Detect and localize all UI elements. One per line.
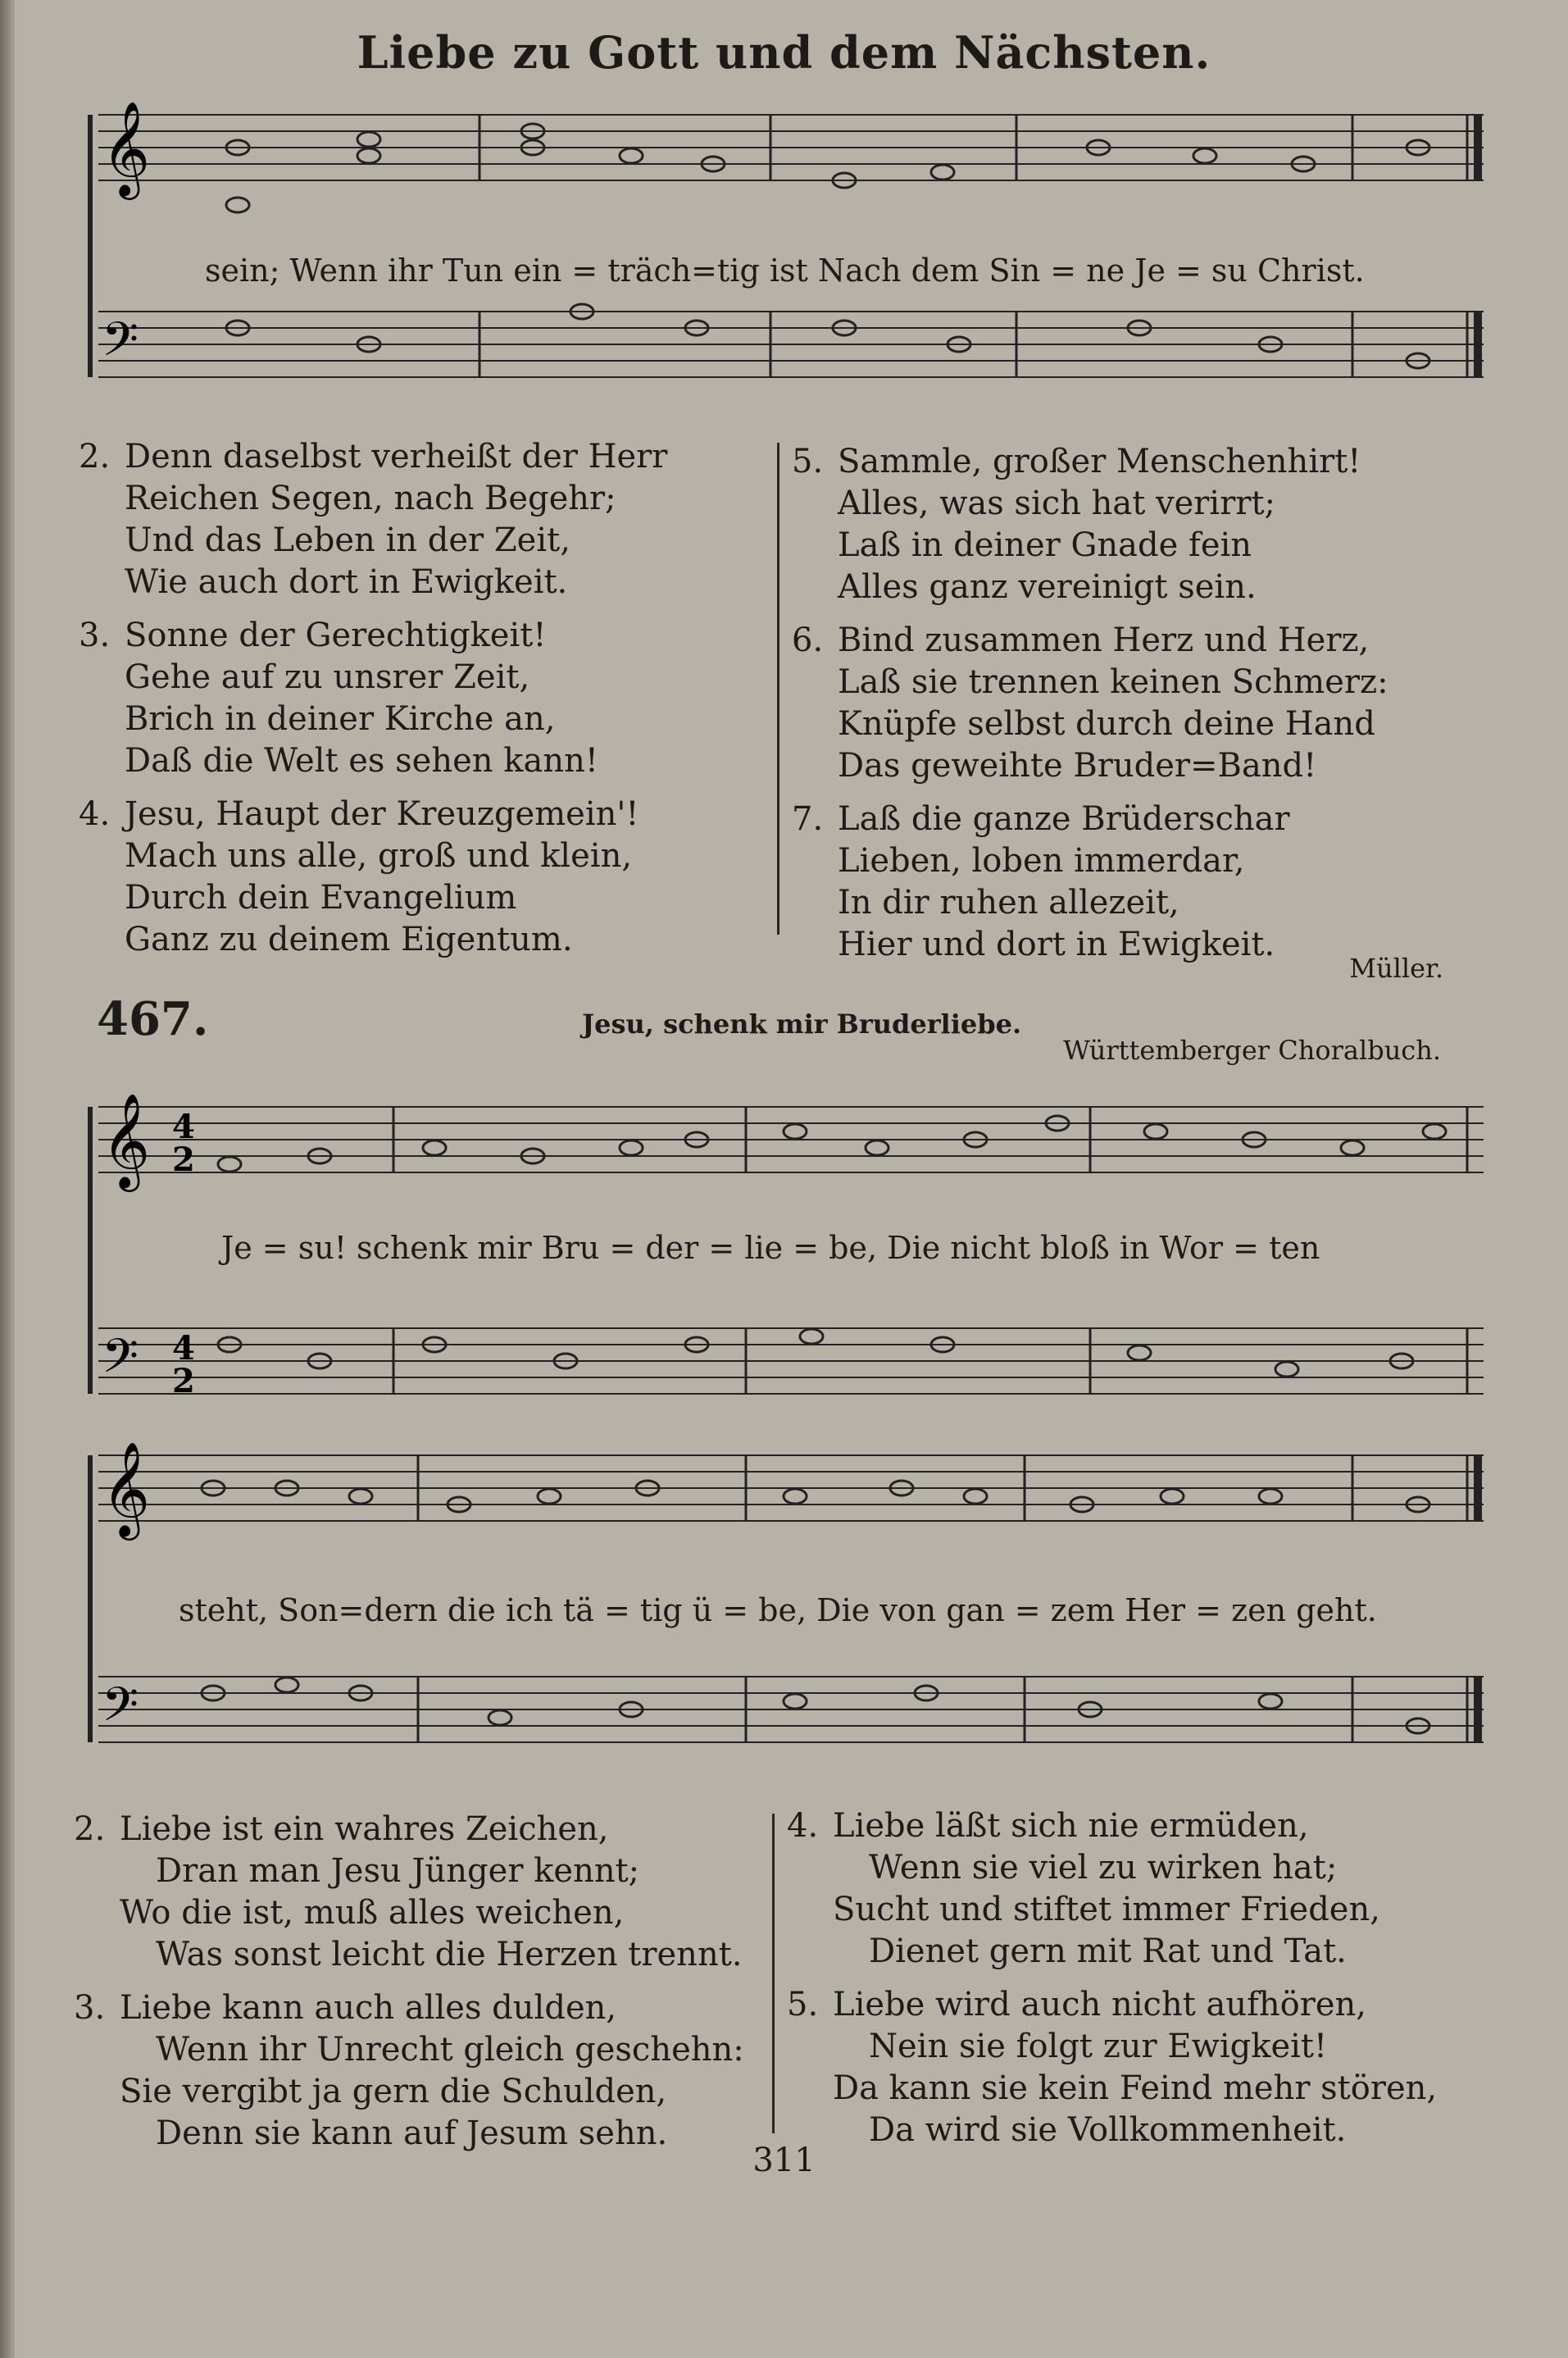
verse-line: Denn daselbst verheißt der Herr — [125, 438, 668, 476]
verse-line: Jesu, Haupt der Kreuzgemein'! — [125, 795, 639, 833]
verse-number: 3. — [79, 617, 111, 654]
verse-line: Wo die ist, muß alles weichen, — [120, 1894, 625, 1932]
hymn1-verse-3 — [79, 615, 767, 782]
verse-line: Hier und dort in Ewigkeit. — [838, 926, 1275, 963]
verse-line: Liebe ist ein wahres Zeichen, — [120, 1810, 609, 1848]
hymn1-verse-5 — [792, 441, 1480, 608]
verse-line: Liebe läßt sich nie ermüden, — [833, 1807, 1309, 1845]
verse-line: Laß in deiner Gnade fein — [838, 526, 1252, 564]
time-sig-bottom: 2 — [172, 1140, 195, 1179]
choral-source: Württemberger Choralbuch. — [1063, 1035, 1441, 1066]
verse-line: Alles ganz vereinigt sein. — [838, 568, 1257, 606]
verse-line: Bind zusammen Herz und Herz, — [838, 621, 1370, 659]
hymn1-treble-staff — [98, 115, 1484, 180]
verse-number: 2. — [74, 1810, 106, 1848]
hymn1-verses-left — [79, 436, 767, 972]
verse-line: Und das Leben in der Zeit, — [125, 521, 570, 559]
hymn-number: 467. — [97, 992, 209, 1046]
hymn2-verses-left — [74, 1809, 779, 2166]
hymn-subtitle: Jesu, schenk mir Bruderliebe. — [582, 1008, 1022, 1040]
time-sig-top: 4 — [172, 1108, 195, 1146]
hymn1-final-barline — [1467, 115, 1482, 377]
hymn2-column-divider — [772, 1814, 775, 2133]
verse-line: Wenn ihr Unrecht gleich geschehn: — [156, 2031, 744, 2069]
verse-line: Liebe wird auch nicht aufhören, — [833, 1986, 1367, 2023]
verse-number: 6. — [792, 621, 824, 659]
hymn1-verse-4 — [79, 794, 767, 961]
time-sig-bottom-bass: 2 — [172, 1362, 195, 1400]
verse-line: Brich in deiner Kirche an, — [125, 700, 556, 738]
verse-line: Sie vergibt ja gern die Schulden, — [120, 2073, 667, 2110]
hymn1-verses-right — [792, 441, 1480, 977]
verse-line: Liebe kann auch alles dulden, — [120, 1989, 617, 2027]
verse-line: Durch dein Evangelium — [125, 879, 517, 917]
verse-line: Mach uns alle, groß und klein, — [125, 837, 633, 875]
verse-line: Dran man Jesu Jünger kennt; — [156, 1852, 640, 1890]
hymn1-verse-7 — [792, 799, 1480, 966]
verse-number: 5. — [787, 1986, 819, 2023]
verse-number: 4. — [787, 1807, 819, 1845]
hymn1-author: Müller. — [1349, 953, 1443, 984]
verse-line: Alles, was sich hat verirrt; — [838, 485, 1276, 522]
treble-clef-icon: 𝄞 — [102, 1092, 151, 1188]
hymn2-s1-treble-staff — [98, 1107, 1484, 1172]
hymn1-barlines — [479, 115, 1352, 377]
hymn1-lyric-line: sein; Wenn ihr Tun ein = träch=tig ist Nach dem Sin = ne Je = su Christ. — [205, 253, 1365, 289]
verse-line: Knüpfe selbst durch deine Hand — [838, 705, 1375, 743]
verse-line: Laß sie trennen keinen Schmerz: — [838, 663, 1388, 701]
verse-line: Da wird sie Vollkommenheit. — [869, 2111, 1347, 2149]
verse-line: Da kann sie kein Feind mehr stören, — [833, 2069, 1438, 2107]
verse-line: Lieben, loben immerdar, — [838, 842, 1245, 880]
verse-number: 2. — [79, 438, 111, 476]
hymn2-s2-bass-staff — [98, 1677, 1484, 1742]
bass-clef-icon: 𝄢 — [102, 312, 139, 379]
hymn2-verses-right — [787, 1805, 1492, 2163]
hymn2-verse-5 — [787, 1984, 1492, 2151]
hymn2-verse-4 — [787, 1805, 1492, 1973]
verse-line: Denn sie kann auf Jesum sehn. — [156, 2114, 668, 2152]
verse-line: Was sonst leicht die Herzen trennt. — [156, 1936, 743, 1973]
verse-line: Sammle, großer Menschenhirt! — [838, 443, 1361, 480]
hymn1-verse-2 — [79, 436, 767, 603]
hymn1-bass-staff — [98, 312, 1484, 377]
verse-line: Reichen Segen, nach Begehr; — [125, 480, 616, 517]
bass-clef-icon: 𝄢 — [102, 1677, 139, 1744]
hymn1-column-divider — [777, 443, 779, 935]
hymn2-verse-3 — [74, 1987, 779, 2155]
verse-number: 3. — [74, 1989, 106, 2027]
verse-line: Laß die ganze Brüderschar — [838, 800, 1290, 838]
verse-line: Wenn sie viel zu wirken hat; — [869, 1849, 1338, 1887]
verse-number: 7. — [792, 800, 824, 838]
bass-clef-icon: 𝄢 — [102, 1328, 139, 1395]
hymn1-verse-6 — [792, 620, 1480, 787]
verse-line: Gehe auf zu unsrer Zeit, — [125, 658, 530, 696]
hymn2-lyric-line-1: Je = su! schenk mir Bru = der = lie = be, Die nicht bloß in Wor = ten — [221, 1230, 1320, 1266]
verse-number: 4. — [79, 795, 111, 833]
hymn2-lyric-line-2: steht, Son=dern die ich tä = tig ü = be, Die von gan = zem Her = zen geht. — [179, 1592, 1377, 1628]
verse-line: Wie auch dort in Ewigkeit. — [125, 563, 568, 601]
verse-line: Sonne der Gerechtigkeit! — [125, 617, 547, 654]
treble-clef-icon: 𝄞 — [102, 100, 151, 196]
verse-line: Dienet gern mit Rat und Tat. — [869, 1932, 1347, 1970]
time-sig-top-bass: 4 — [172, 1329, 195, 1368]
page-header-title: Liebe zu Gott und dem Nächsten. — [357, 26, 1211, 79]
hymn2-s2-treble-staff — [98, 1455, 1484, 1521]
verse-line: Ganz zu deinem Eigentum. — [125, 921, 573, 958]
verse-line: Das geweihte Bruder=Band! — [838, 747, 1317, 785]
verse-line: Daß die Welt es sehen kann! — [125, 742, 598, 780]
hymn2-s2-final-barline — [1467, 1455, 1482, 1742]
book-binding-edge — [0, 0, 15, 2358]
verse-line: Nein sie folgt zur Ewigkeit! — [869, 2028, 1328, 2065]
hymn1-noteheads — [226, 124, 1429, 368]
verse-number: 5. — [792, 443, 824, 480]
treble-clef-icon: 𝄞 — [102, 1441, 151, 1536]
page-number: 311 — [752, 2142, 816, 2179]
hymn2-s1-bass-staff — [98, 1328, 1484, 1394]
verse-line: Sucht und stiftet immer Frieden, — [833, 1891, 1380, 1928]
hymn2-verse-2 — [74, 1809, 779, 1976]
verse-line: In dir ruhen allezeit, — [838, 884, 1179, 922]
